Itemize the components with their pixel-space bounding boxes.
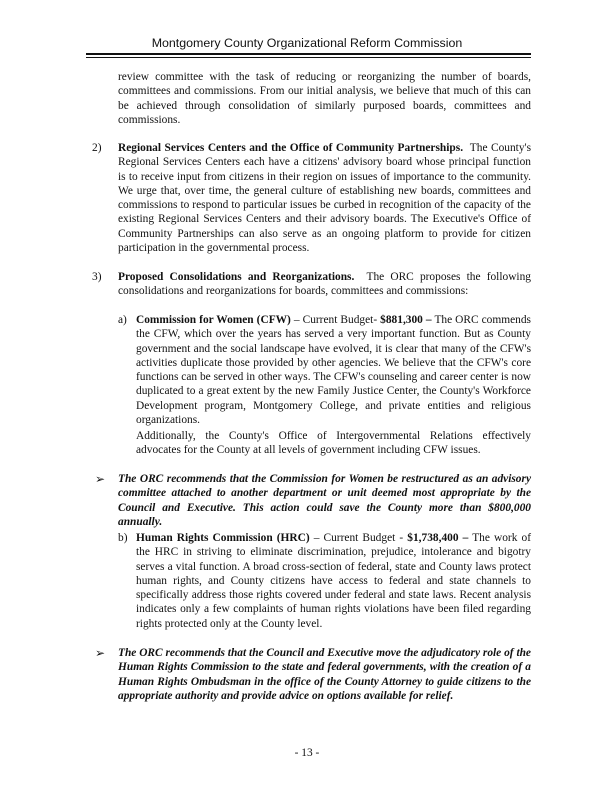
item-a-letter: a) (118, 314, 127, 326)
arrow-bullet-icon: ➢ (95, 472, 106, 486)
item-2-number: 2) (92, 142, 102, 154)
item-b-budget-label: – Current Budget - (313, 532, 404, 544)
item-b-text: The work of the HRC in striving to eliminate discrimination, prejudice, intolerance and bigotry serves a vital function. A broad cross-section of federal, state and County laws protect human rights, and County citizens have access to federal and state channels to specifically address those rights covered under federal and state laws. Recent analysis indicates only a few complaints of human rights violations have been filed regarding rights protected only at the County level. (136, 532, 531, 630)
item-3-number: 3) (92, 271, 102, 283)
item-b-paragraph: Human Rights Commission (HRC) – Current Budget - $1,738,400 – The work of the HRC in striving to eliminate discrimination, prejudice, intolerance and bigotry serves a vital function. A broad cross-section of federal, state and County laws protect human rights, and County citizens have access to federal and state channels to specifically address those rights covered under federal and state laws. Recent analysis indicates only a few complaints of human rights violations have been filed regarding rights protected only at the County level. (136, 532, 531, 630)
item-2-paragraph: Regional Services Centers and the Office of Community Partnerships. The County's Regional Services Centers each have a citizens' advisory board whose principal function is to receive input from citizens in their region on issues of importance to the community. We urge that, over time, the general culture of establishing new boards, committees and commissions to respond to particular issues be curbed in recognition of the capacity of the existing Regional Services Centers and their advisory boards. The Executive's Office of Community Partnerships can also serve as an ongoing platform to provide for citizen participation in the governmental process. (118, 142, 531, 255)
recommendation-hrc: The ORC recommends that the Council and Executive move the adjudicatory role of the Human Rights Commission to the state and federal governments, with the creation of a Human Rights Ombudsman in the office of the County Attorney to guide citizens to the appropriate authority and provide advice on options available for relief. (118, 647, 531, 702)
page-header: Montgomery County Organizational Reform Commission (151, 36, 463, 50)
item-a-budget: $881,300 (380, 314, 423, 326)
page-number: - 13 - (294, 747, 320, 759)
item-b-letter: b) (118, 532, 128, 544)
item-b-name: Human Rights Commission (HRC) (136, 532, 310, 544)
item-b-budget: $1,738,400 (407, 532, 459, 544)
item-2-text: The County's Regional Services Centers each have a citizens' advisory board whose principal function is to receive input from citizens in their region on issues of importance to the community. We urge that, over time, the general culture of establishing new boards, committees and commissions to respond to particular issues be curbed in recognition of the capacity of the existing Regional Services Centers and their advisory boards. The Executive's Office of Community Partnerships can also serve as an ongoing platform to provide for citizen participation in the governmental process. (118, 142, 531, 255)
item-3-heading: Proposed Consolidations and Reorganizations (118, 271, 352, 283)
item-a-text: The ORC commends the CFW, which over the years has served a very important function. But as County government and the social landscape have evolved, it is clear that many of the CFW's activities duplicate those provided by other agencies. We believe that the CFW's core functions can be served in other ways. The CFW's counseling and career center is now duplicated to a great extent by the new Family Justice Center, the County's Workforce Development program, Montgomery College, and private entities and religious organizations. (136, 314, 531, 427)
header-rule-thick (86, 53, 531, 55)
item-3-text: The ORC proposes the following consolidations and reorganizations for boards, committees and commissions: (118, 271, 531, 298)
intro-paragraph: review committee with the task of reducing or reorganizing the number of boards, committees and commissions. From our initial analysis, we believe that much of this can be achieved through consolidation of similarly purposed boards, committees and commissions. (118, 71, 531, 126)
arrow-bullet-icon: ➢ (95, 646, 106, 660)
item-a-paragraph: Commission for Women (CFW) – Current Budget- $881,300 – The ORC commends the CFW, which over the years has served a very important function. But as County government and the social landscape have evolved, it is clear that many of the CFW's activities duplicate those provided by other agencies. We believe that the CFW's core functions can be served in other ways. The CFW's counseling and career center is now duplicated to a great extent by the new Family Justice Center, the County's Workforce Development program, Montgomery College, and private entities and religious organizations. (136, 314, 531, 427)
item-3-paragraph: Proposed Consolidations and Reorganizations. The ORC proposes the following consolidations and reorganizations for boards, committees and commissions: (118, 271, 531, 298)
item-a-paragraph-2: Additionally, the County's Office of Intergovernmental Relations effectively advocates for the County at all levels of government including CFW issues. (136, 430, 531, 457)
item-a-name: Commission for Women (CFW) (136, 314, 291, 326)
item-a-budget-label: – Current Budget- (293, 314, 378, 326)
item-2-heading: Regional Services Centers and the Office of Community Partnerships (118, 142, 461, 154)
header-rule-thin (86, 57, 531, 58)
recommendation-cfw: The ORC recommends that the Commission for Women be restructured as an advisory committee attached to another department or unit deemed most appropriate by the Council and Executive. This action could save the County more than $800,000 annually. (118, 473, 531, 528)
